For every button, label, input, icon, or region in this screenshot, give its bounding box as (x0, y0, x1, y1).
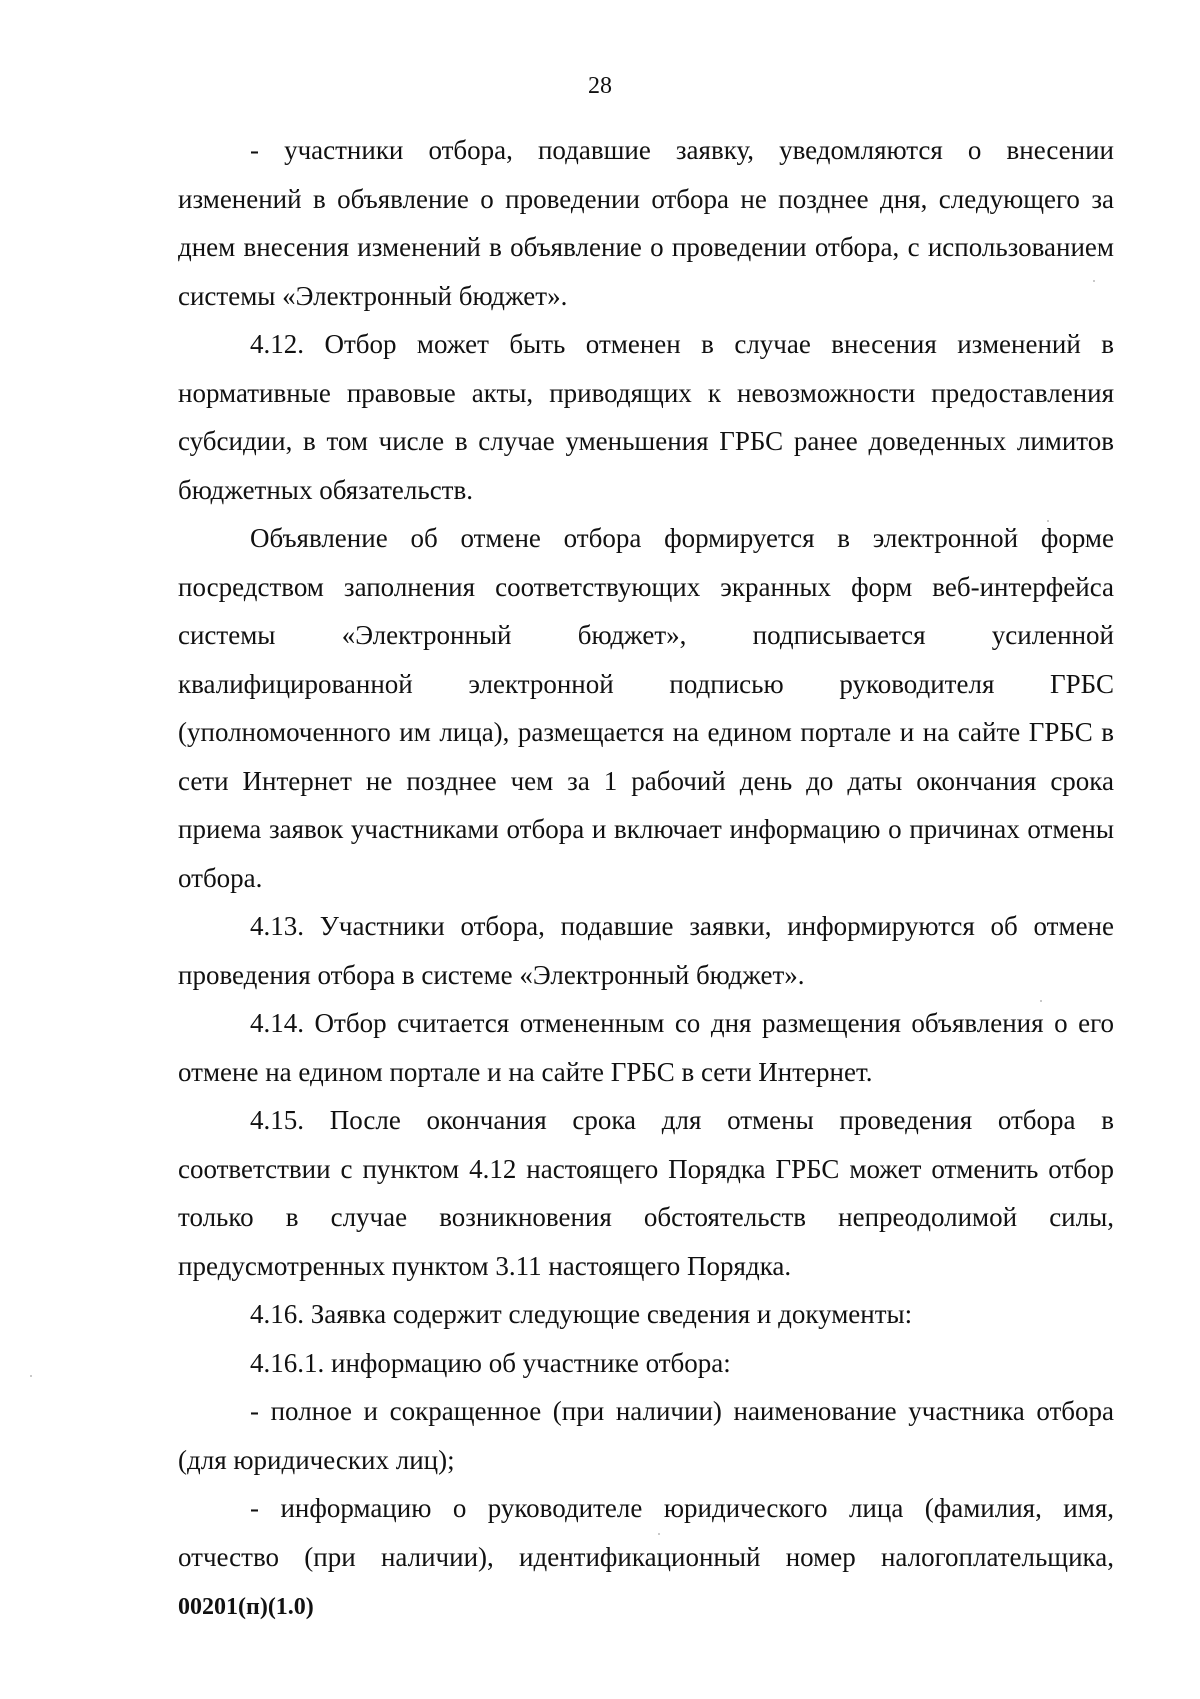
scan-speck (1093, 280, 1095, 282)
paragraph-cancellation-announcement: Объявление об отмене отбора формируется в электронной форме посредством заполнения соответствующих экранных форм веб-интерфейса системы «Электронный бюджет», подписывается усиленной квалифицированной электронной подписью руководителя ГРБС (уполномоченного им лица), размещается на едином портале и на сайте ГРБС в сети Интернет не позднее чем за 1 рабочий день до даты окончания срока приема заявок участниками отбора и включает информацию о причинах отмены отбора. (178, 523, 1114, 893)
document-body (178, 126, 1114, 1581)
scan-speck (1040, 1000, 1042, 1002)
paragraph-participant-name: - полное и сокращенное (при наличии) наименование участника отбора (для юридических лиц); (178, 1396, 1114, 1475)
scan-speck (658, 1533, 660, 1535)
paragraph-4-13: 4.13. Участники отбора, подавшие заявки, информируются об отмене проведения отбора в системе «Электронный бюджет». (178, 911, 1114, 990)
scan-speck (30, 1375, 32, 1377)
paragraph-4-16-1: 4.16.1. информацию об участнике отбора: (250, 1347, 731, 1378)
paragraph-4-12: 4.12. Отбор может быть отменен в случае внесения изменений в нормативные правовые акты, приводящих к невозможности предоставления субсидии, в том числе в случае уменьшения ГРБС ранее доведенных лимитов бюджетных обязательств. (178, 329, 1114, 505)
paragraph-notification: - участники отбора, подавшие заявку, уведомляются о внесении изменений в объявление о проведении отбора не позднее дня, следующего за днем внесения изменений в объявление о проведении отбора, с использованием системы «Электронный бюджет». (178, 135, 1114, 311)
paragraph-head-info: - информацию о руководителе юридического лица (фамилия, имя, отчество (при наличии), идентификационный номер налогоплательщика, (178, 1493, 1114, 1572)
paragraph-4-16: 4.16. Заявка содержит следующие сведения и документы: (250, 1299, 913, 1329)
document-code: 00201(п)(1.0) (178, 1594, 314, 1620)
paragraph-4-14: 4.14. Отбор считается отмененным со дня размещения объявления о его отмене на едином портале и на сайте ГРБС в сети Интернет. (178, 1008, 1114, 1087)
paragraph-4-15: 4.15. После окончания срока для отмены проведения отбора в соответствии с пунктом 4.12 настоящего Порядка ГРБС может отменить отбор только в случае возникновения обстоятельств непреодолимой силы, предусмотренных пунктом 3.11 настоящего Порядка. (178, 1105, 1114, 1281)
page-number: 28 (588, 73, 612, 99)
scan-speck (1047, 520, 1049, 522)
